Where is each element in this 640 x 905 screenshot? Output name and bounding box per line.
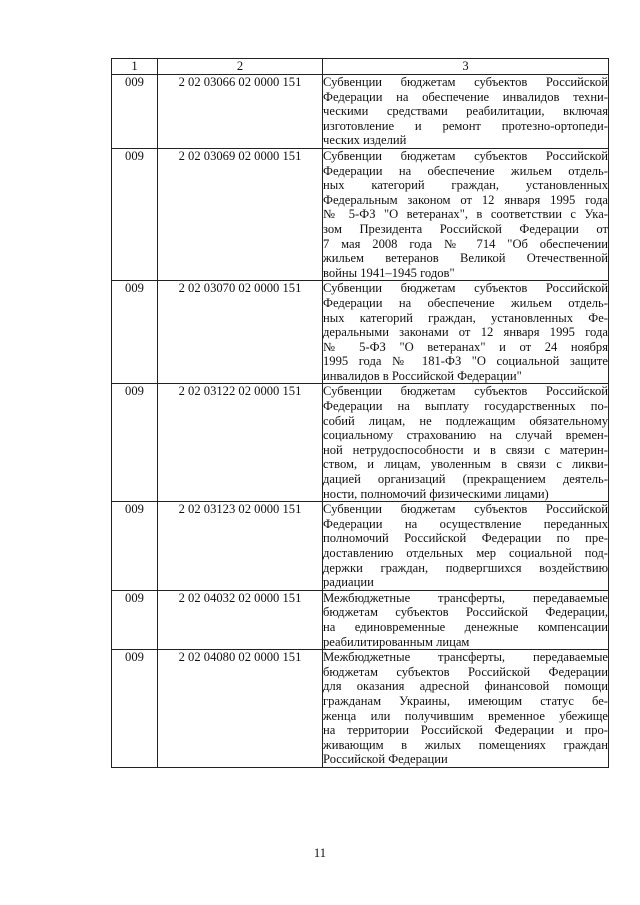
description-cell bbox=[323, 281, 609, 384]
budget-classification-code-cell: 2 02 04080 02 0000 151 bbox=[158, 650, 323, 768]
description-cell bbox=[323, 650, 609, 768]
description-line: ческих изделий bbox=[323, 133, 407, 148]
description-cell bbox=[323, 148, 609, 280]
description-line: Субвенции бюджетам субъектов Российской bbox=[323, 148, 608, 163]
description-line: изготовление и ремонт протезно-ортопеди- bbox=[323, 118, 608, 133]
description-line: деральными законами от 12 января 1995 года bbox=[323, 325, 608, 340]
table-row bbox=[112, 75, 609, 149]
table-header-row bbox=[112, 59, 609, 75]
description-cell bbox=[323, 590, 609, 649]
table-row bbox=[112, 148, 609, 280]
description-line: ством, и лицам, уволенным в связи с ликви- bbox=[323, 457, 608, 472]
budget-classification-code-cell: 2 02 03123 02 0000 151 bbox=[158, 502, 323, 591]
column-header-2: 2 bbox=[158, 59, 323, 75]
budget-classification-code-cell: 2 02 03069 02 0000 151 bbox=[158, 148, 323, 280]
description-line: Федеральным законом от 12 января 1995 года bbox=[323, 192, 608, 207]
admin-code-cell: 009 bbox=[112, 590, 158, 649]
description-line: № 5-ФЗ "О ветеранах", в соответствии с Ука- bbox=[323, 207, 608, 222]
description-line: на единовременные денежные компенсации bbox=[323, 619, 608, 634]
admin-code-cell: 009 bbox=[112, 148, 158, 280]
description-line: Межбюджетные трансферты, передаваемые bbox=[323, 590, 608, 605]
budget-table bbox=[111, 58, 609, 768]
description-line: ности, полномочий физическими лицами) bbox=[323, 486, 549, 501]
budget-classification-code-cell: 2 02 03066 02 0000 151 bbox=[158, 75, 323, 149]
description-line: реабилитированным лицам bbox=[323, 634, 470, 649]
description-line: Федерации на выплату государственных по- bbox=[323, 399, 608, 414]
table-row bbox=[112, 502, 609, 591]
description-line: ных категорий граждан, установленных bbox=[323, 178, 608, 193]
description-line: живающим в жилых помещениях граждан bbox=[323, 737, 608, 752]
budget-classification-code-cell: 2 02 03070 02 0000 151 bbox=[158, 281, 323, 384]
description-line: собий лицам, не подлежащим обязательному bbox=[323, 413, 608, 428]
description-line: для оказания адресной финансовой помощи bbox=[323, 679, 608, 694]
description-line: бюджетам субъектов Российской Федерации bbox=[323, 664, 608, 679]
table-body bbox=[112, 75, 609, 768]
page-number: 11 bbox=[313, 846, 327, 860]
column-header-3: 3 bbox=[323, 59, 609, 75]
table-row bbox=[112, 384, 609, 502]
description-cell bbox=[323, 75, 609, 149]
description-line: Федерации на обеспечение жильем отдель- bbox=[323, 163, 608, 178]
description-line: бюджетам субъектов Российской Федерации, bbox=[323, 605, 608, 620]
description-line: Субвенции бюджетам субъектов Российской bbox=[323, 281, 608, 296]
description-line: Субвенции бюджетам субъектов Российской bbox=[323, 502, 608, 517]
description-line: полномочий Российской Федерации по пре- bbox=[323, 531, 608, 546]
description-line: ных категорий граждан, установленных Фе- bbox=[323, 310, 608, 325]
description-line: Межбюджетные трансферты, передаваемые bbox=[323, 650, 608, 665]
admin-code-cell: 009 bbox=[112, 502, 158, 591]
budget-classification-code-cell: 2 02 04032 02 0000 151 bbox=[158, 590, 323, 649]
description-line: Российской Федерации bbox=[323, 752, 448, 767]
budget-classification-code-cell: 2 02 03122 02 0000 151 bbox=[158, 384, 323, 502]
description-line: инвалидов в Российской Федерации" bbox=[323, 368, 522, 383]
description-line: Федерации на обеспечение жильем отдель- bbox=[323, 295, 608, 310]
description-line: женца или получившим временное убежище bbox=[323, 708, 608, 723]
admin-code-cell: 009 bbox=[112, 650, 158, 768]
description-line: Субвенции бюджетам субъектов Российской bbox=[323, 75, 608, 89]
table-row bbox=[112, 590, 609, 649]
admin-code-cell: 009 bbox=[112, 384, 158, 502]
description-line: Федерации на осуществление переданных bbox=[323, 516, 608, 531]
description-line: на территории Российской Федерации и про- bbox=[323, 723, 608, 738]
description-line: зом Президента Российской Федерации от bbox=[323, 221, 608, 236]
table-row bbox=[112, 650, 609, 768]
description-line: ной нетрудоспособности и в связи с материн- bbox=[323, 442, 608, 457]
description-line: дацией организаций (прекращением деятель- bbox=[323, 472, 608, 487]
description-line: № 5-ФЗ "О ветеранах" и от 24 ноября bbox=[323, 339, 608, 354]
column-header-1: 1 bbox=[112, 59, 158, 75]
description-cell bbox=[323, 384, 609, 502]
description-line: держки граждан, подвергшихся воздействию bbox=[323, 560, 608, 575]
table-row bbox=[112, 281, 609, 384]
description-line: радиации bbox=[323, 575, 374, 590]
description-line: 7 мая 2008 года № 714 "Об обеспечении bbox=[323, 236, 608, 251]
admin-code-cell: 009 bbox=[112, 281, 158, 384]
description-line: войны 1941–1945 годов" bbox=[323, 265, 455, 280]
description-line: жильем ветеранов Великой Отечественной bbox=[323, 251, 608, 266]
description-line: Федерации на обеспечение инвалидов техни- bbox=[323, 89, 608, 104]
description-line: гражданам Украины, имеющим статус бе- bbox=[323, 693, 608, 708]
description-line: Субвенции бюджетам субъектов Российской bbox=[323, 384, 608, 399]
description-line: доставлению отдельных мер социальной под- bbox=[323, 546, 608, 560]
description-cell bbox=[323, 502, 609, 591]
admin-code-cell: 009 bbox=[112, 75, 158, 149]
description-line: социальному страхованию на случай времен- bbox=[323, 428, 608, 443]
description-line: 1995 года № 181-ФЗ "О социальной защите bbox=[323, 354, 608, 369]
description-line: ческими средствами реабилитации, включая bbox=[323, 104, 608, 119]
